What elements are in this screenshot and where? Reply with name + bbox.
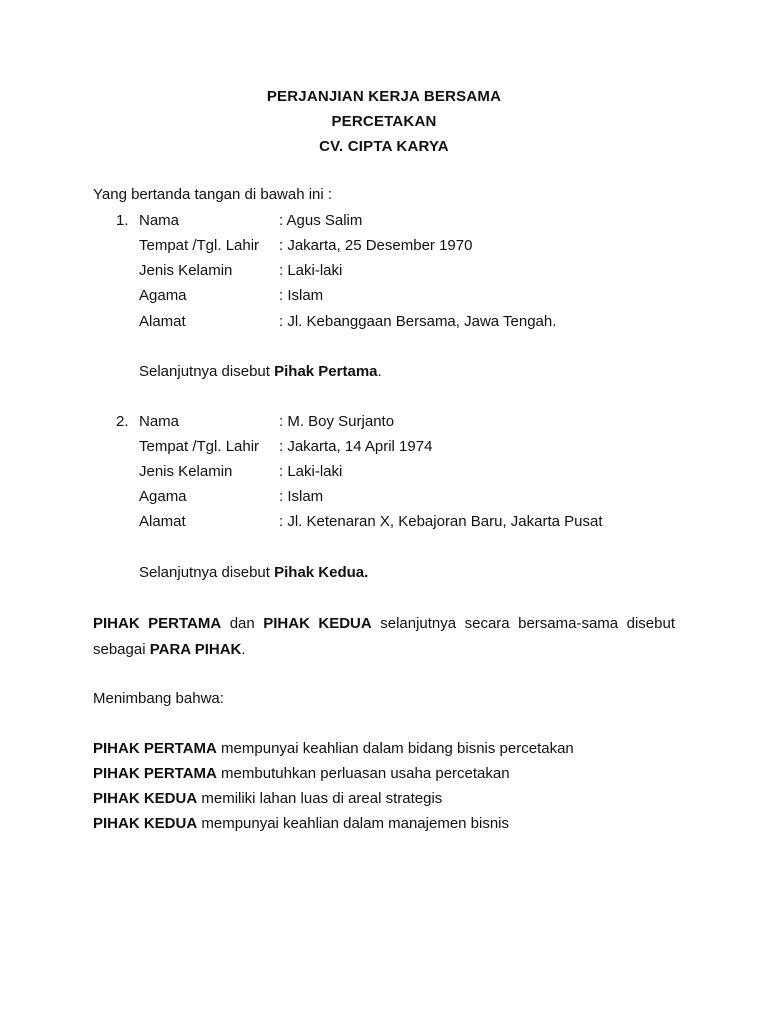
para-text-dan: dan <box>221 615 264 632</box>
party2-designation <box>139 563 368 583</box>
intro-text: Yang bertanda tangan di bawah ini : <box>93 186 333 203</box>
menimbang-heading: Menimbang bahwa: <box>93 690 224 707</box>
party2-religion-label: Agama <box>139 488 187 505</box>
party1-address-value: : Jl. Kebanggaan Bersama, Jawa Tengah. <box>279 313 557 330</box>
party1-gender-value: : Laki-laki <box>279 262 343 279</box>
party1-number: 1. <box>116 212 129 229</box>
party1-religion-label: Agama <box>139 287 187 304</box>
doc-title-line-1: PERJANJIAN KERJA BERSAMA <box>266 88 502 105</box>
party2-name-value: : M. Boy Surjanto <box>279 413 395 430</box>
party1-religion-value: : Islam <box>279 287 324 304</box>
para-text-period: . <box>241 641 246 658</box>
party1-name-value: : Agus Salim <box>279 212 363 229</box>
party1-designation-suffix: . <box>377 363 382 380</box>
doc-title-line-2: PERCETAKAN <box>331 113 437 130</box>
party1-birth-value: : Jakarta, 25 Desember 1970 <box>279 237 473 254</box>
party2-designation-bold: Pihak Kedua. <box>274 564 369 581</box>
party2-designation-prefix: Selanjutnya disebut <box>139 564 275 581</box>
bold-pihak-pertama: PIHAK PERTAMA <box>93 615 222 632</box>
party1-birth-label: Tempat /Tgl. Lahir <box>139 237 260 254</box>
para-pihak-line-1 <box>93 611 675 637</box>
party1-designation-bold: Pihak Pertama <box>274 363 378 380</box>
party2-birth-label: Tempat /Tgl. Lahir <box>139 438 260 455</box>
party2-address-label: Alamat <box>139 513 186 530</box>
consideration-3 <box>93 789 442 809</box>
consideration-1-text: mempunyai keahlian dalam bidang bisnis percetakan <box>216 740 574 757</box>
party2-name-label: Nama <box>139 413 180 430</box>
consideration-2-text: membutuhkan perluasan usaha percetakan <box>216 765 510 782</box>
para-text-sebagai: sebagai <box>93 641 150 658</box>
doc-title-line-3: CV. CIPTA KARYA <box>319 138 449 155</box>
party1-name-label: Nama <box>139 212 180 229</box>
party2-gender-value: : Laki-laki <box>279 463 343 480</box>
party2-number: 2. <box>116 413 129 430</box>
consideration-4-bold: PIHAK KEDUA <box>93 815 198 832</box>
party2-birth-value: : Jakarta, 14 April 1974 <box>279 438 433 455</box>
para-pihak-paragraph <box>93 611 675 663</box>
party1-gender-label: Jenis Kelamin <box>139 262 233 279</box>
consideration-1-bold: PIHAK PERTAMA <box>93 740 217 757</box>
consideration-4-text: mempunyai keahlian dalam manajemen bisnis <box>197 815 510 832</box>
bold-para-pihak: PARA PIHAK <box>149 641 242 658</box>
consideration-1 <box>93 739 574 759</box>
consideration-2 <box>93 764 510 784</box>
para-pihak-line-2 <box>93 637 675 663</box>
consideration-2-bold: PIHAK PERTAMA <box>93 765 217 782</box>
consideration-3-text: memiliki lahan luas di areal strategis <box>197 790 443 807</box>
party1-designation <box>139 362 382 382</box>
consideration-3-bold: PIHAK KEDUA <box>93 790 198 807</box>
consideration-4 <box>93 814 509 834</box>
para-text-selanjutnya: selanjutnya secara bersama-sama disebut <box>371 615 675 632</box>
party2-address-value: : Jl. Ketenaran X, Kebajoran Baru, Jakarta Pusat <box>279 513 603 530</box>
party1-designation-prefix: Selanjutnya disebut <box>139 363 275 380</box>
party1-address-label: Alamat <box>139 313 186 330</box>
party2-gender-label: Jenis Kelamin <box>139 463 233 480</box>
party2-religion-value: : Islam <box>279 488 324 505</box>
bold-pihak-kedua: PIHAK KEDUA <box>263 615 372 632</box>
